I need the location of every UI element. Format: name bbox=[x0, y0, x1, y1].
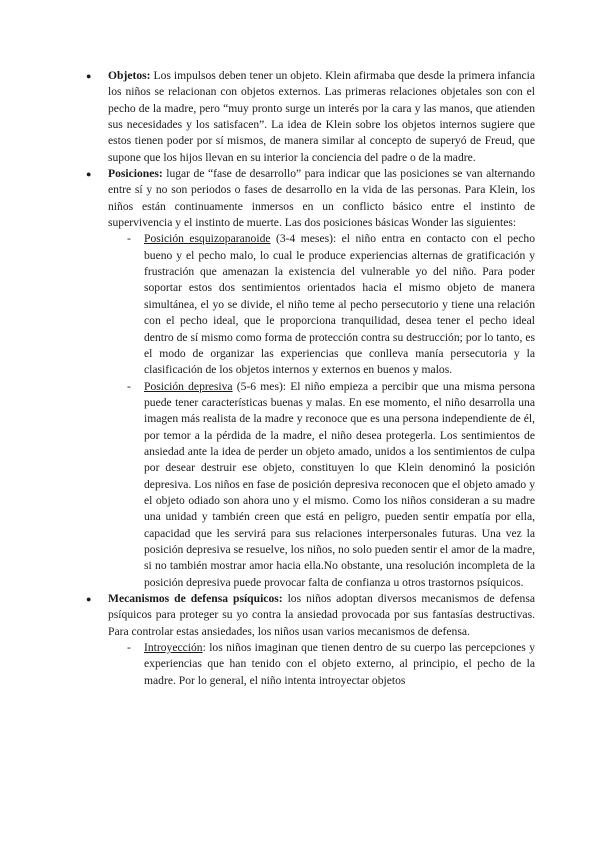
subitem-title-esquizoparanoide: Posición esquizoparanoide bbox=[144, 232, 271, 246]
dash-icon: - bbox=[127, 641, 131, 655]
subitem-text-depresiva: (5-6 mes): El niño empieza a percibir que una misma persona puede tener características buenas y malas. En ese momento, el niño desarrolla una imagen más realista de la madre y reconoce que es una persona independiente de él, por temor a la pérdida de la madre, el niño desea protegerla. Los sentimientos de ansiedad ante la idea de perder un objeto amado, unidos a los sentimientos de culpa por desear destruir ese objeto, constituyen lo que Klein denominó la posición depresiva. Los niños en fase de posición depresiva reconocen que el objeto amado y el objeto odiado son ahora uno y el mismo. Como los niños consideran a su madre una unidad y también creen que está en peligro, pueden sentir empatía por ella, capacidad que les servirá para sus relaciones interpersonales futuras. Una vez la posición depresiva se resuelve, los niños, no solo pueden sentir el amor de la madre, si no también mostrar amor hacia ella.No obstante, una resolución incompleta de la posición depresiva puede provocar falta de confianza u otros trastornos psíquicos. bbox=[144, 379, 535, 589]
bullet-item-mecanismos bbox=[86, 591, 535, 640]
bullet-item-posiciones bbox=[86, 166, 535, 231]
dash-icon: - bbox=[127, 379, 131, 393]
term-objetos: Objetos: bbox=[108, 69, 151, 82]
paragraph-mecanismos: los niños adoptan diversos mecanismos de defensa psíquicos para proteger su yo contra la ansiedad provocada por sus fantasías destructivas. Para controlar estas ansiedades, los niños usan varios mecanismos de defensa. bbox=[108, 592, 535, 638]
bullet-icon: ● bbox=[86, 594, 92, 604]
bullet-icon: ● bbox=[86, 71, 92, 81]
bullet-icon: ● bbox=[86, 169, 92, 180]
paragraph-objetos: Los impulsos deben tener un objeto. Klein afirmaba que desde la primera infancia los niños se relacionan con objetos externos. Las primeras relaciones objetales son con el pecho de la madre, pero “muy pronto surge un interés por la cara y las manos, que atienden sus necesidades y los satisfacen”. La idea de Klein sobre los objetos internos sugiere que estos tienen poder por sí mismos, de manera similar al concepto de superyó de Freud, que supone que los hijos llevan en su interior la conciencia del padre o de la madre. bbox=[108, 69, 535, 164]
dash-icon: - bbox=[127, 232, 131, 246]
subitem-text-esquizoparanoide: (3-4 meses): el niño entra en contacto con el pecho bueno y el pecho malo, lo cual le produce experiencias alternas de gratificación y frustración que amenazan la existencia del vulnerable yo del niño. Para poder soportar estos dos sentimientos orientados hacia el mismo objeto de manera simultánea, el yo se divide, el niño teme al pecho persecutorio y tiene una relación con el pecho ideal, que le proporciona tranquilidad, desea tener el pecho ideal dentro de sí mismo como forma de protección contra su destrucción; por lo tanto, es el modo de organizar las experiencias que conlleva manía persecutoria y la clasificación de los objetos internos y externos en buenos y malos. bbox=[144, 232, 535, 377]
subitem-esquizoparanoide bbox=[127, 231, 535, 378]
term-posiciones: Posiciones: bbox=[108, 167, 163, 181]
term-mecanismos: Mecanismos de defensa psíquicos: bbox=[108, 592, 283, 605]
subitem-title-depresiva: Posición depresiva bbox=[144, 379, 233, 393]
subitem-text-introyeccion: : los niños imaginan que tienen dentro de su cuerpo las percepciones y experiencias que han tenido con el objeto externo, al principio, el pecho de la madre. Por lo general, el niño intenta introyectar objetos bbox=[144, 641, 535, 687]
subitem-title-introyeccion: Introyección bbox=[144, 641, 203, 655]
bullet-item-objetos bbox=[86, 68, 535, 166]
subitem-depresiva bbox=[127, 379, 535, 591]
paragraph-posiciones: lugar de “fase de desarrollo” para indicar que las posiciones se van alternando entre sí y no son periodos o fases de desarrollo en la vida de las personas. Para Klein, los niños están continuamente inmersos en un conflicto básico entre el instinto de supervivencia y el instinto de muerte. Las dos posiciones básicas Wonder las siguientes: bbox=[108, 167, 535, 230]
subitem-introyeccion bbox=[127, 640, 535, 689]
